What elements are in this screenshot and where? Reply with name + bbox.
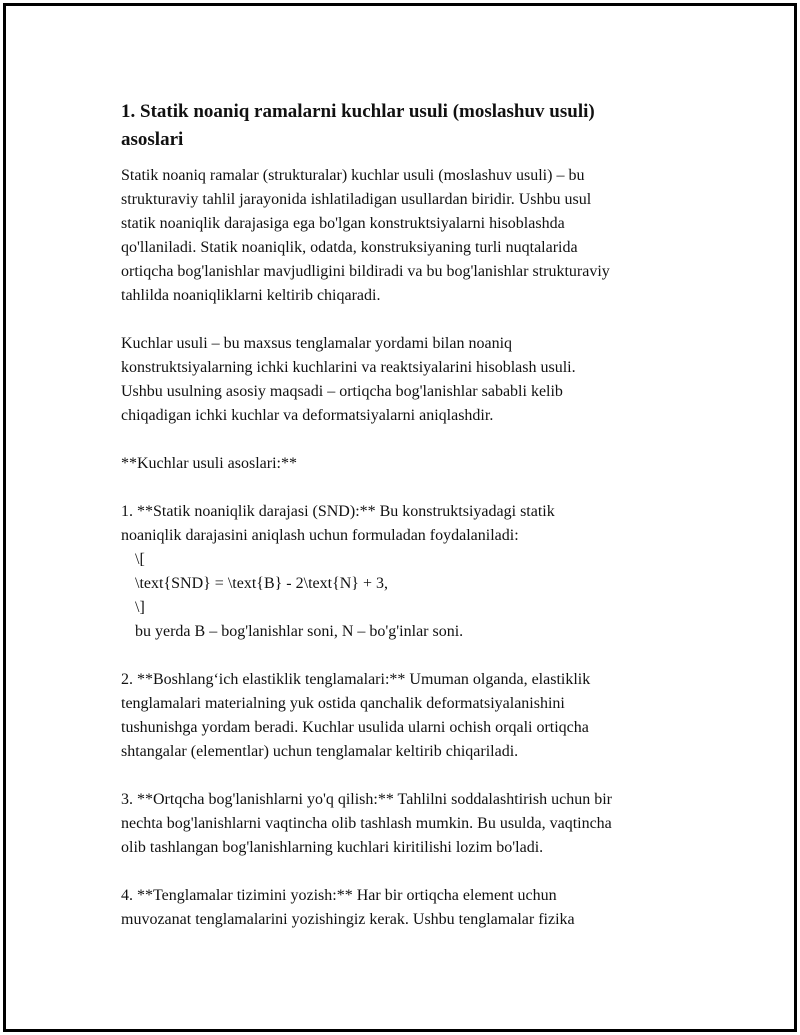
intro-paragraph: Statik noaniq ramalar (strukturalar) kuchlar usuli (moslashuv usuli) – bu strukturaviy tahlil jarayonida ishlatiladigan usullardan biridir. Ushbu usul statik noaniqlik darajasiga ega bo'lgan konstruktsiyalarni hisoblashda qo'llaniladi. Statik noaniqlik, odatda, konstruksiyaning turli nuqtalarida ortiqcha bog'lanishlar mavjudligini bildiradi va bu bog'lanishlar strukturaviy tahlilda noaniqliklarni keltirib chiqaradi.: [121, 167, 610, 304]
list-item-2: 2. **Boshlang‘ich elastiklik tenglamalari:** Umuman olganda, elastiklik tenglamalari materialning yuk ostida qanchalik deformatsiyalanishini tushunishga yordam beradi. Kuchlar usulida ularni ochish orqali ortiqcha shtangalar (elementlar) uchun tenglamalar keltirib chiqariladi.: [121, 671, 591, 760]
document-title: 1. Statik noaniq ramalarni kuchlar usuli (moslashuv usuli) asoslari: [121, 101, 595, 150]
list-item-4: 4. **Tenglamalar tizimini yozish:** Har bir ortiqcha element uchun muvozanat tenglamalarini yozishingiz kerak. Ushbu tenglamalar fizika: [121, 887, 575, 928]
document-body: [121, 98, 701, 956]
method-paragraph: Kuchlar usuli – bu maxsus tenglamalar yordami bilan noaniq konstruktsiyalarning ichki kuchlarini va reaktsiyalarini hisoblash usuli. Ushbu usulning asosiy maqsadi – ortiqcha bog'lanishlar sababli kelib chiqadigan ichki kuchlar va deformatsiyalarni aniqlashdir.: [121, 335, 576, 424]
formula-note: bu yerda B – bog'lanishlar soni, N – bo'g'inlar soni.: [135, 623, 464, 640]
formula-open: \[: [135, 551, 145, 568]
page-frame: [3, 3, 797, 1032]
formula-close: \]: [135, 599, 145, 616]
formula-snd: \text{SND} = \text{B} - 2\text{N} + 3,: [135, 575, 388, 592]
list-item-1: [121, 500, 701, 644]
list-item-3: 3. **Ortqcha bog'lanishlarni yo'q qilish:** Tahlilni soddalashtirish uchun bir nechta bog'lanishlarni vaqtincha olib tashlash mumkin. Bu usulda, vaqtincha olib tashlangan bog'lanishlarning kuchlari kiritilishi lozim bo'ladi.: [121, 791, 612, 856]
list-item-1-text: 1. **Statik noaniqlik darajasi (SND):** Bu konstruktsiyadagi statik noaniqlik darajasini aniqlash uchun formuladan foydalaniladi:: [121, 503, 555, 544]
section-heading-basics: **Kuchlar usuli asoslari:**: [121, 455, 297, 472]
